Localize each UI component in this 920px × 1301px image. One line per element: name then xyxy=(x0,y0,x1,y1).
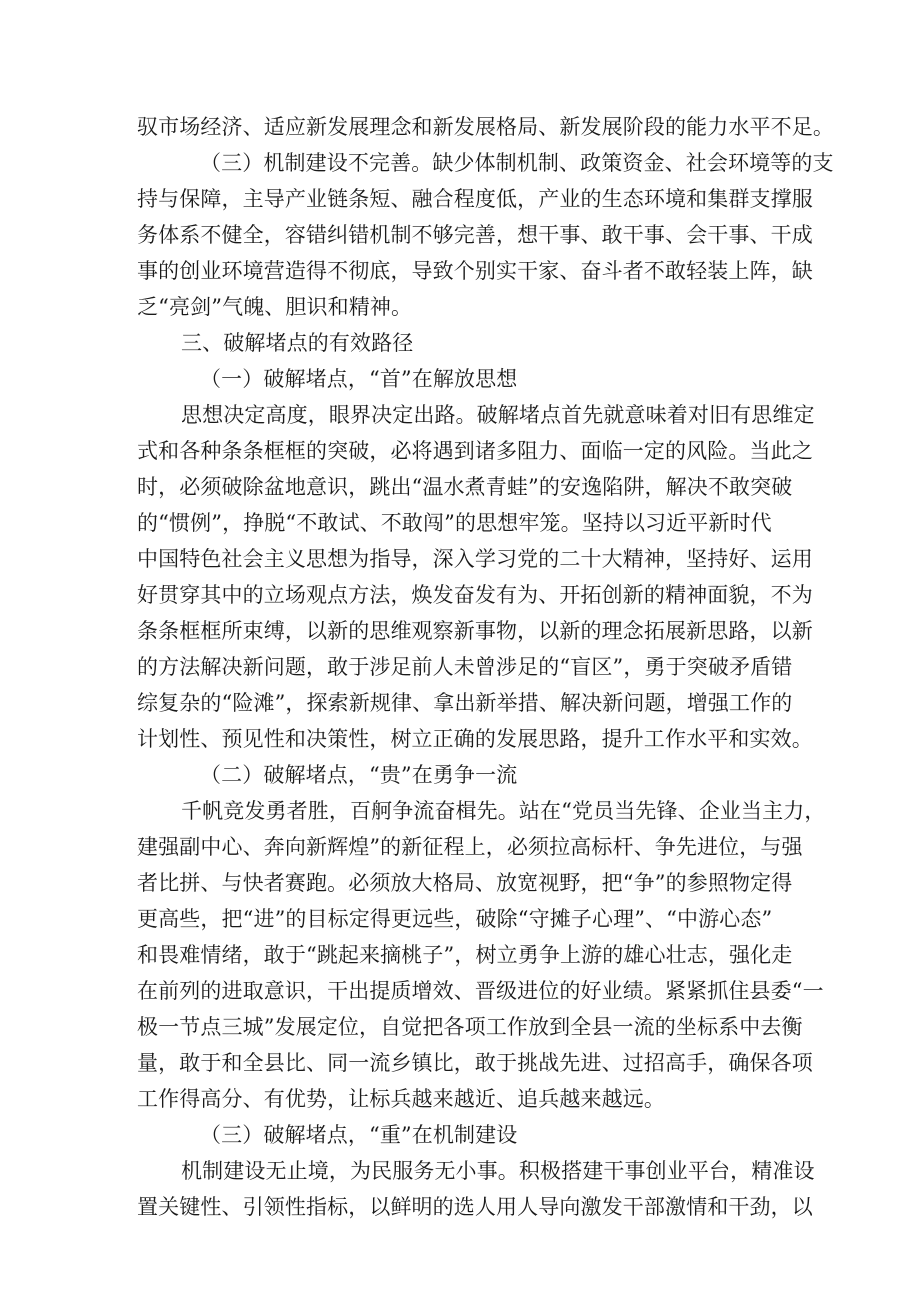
text-line: 量，敢于和全县比、同一流乡镇比，敢于挑战先进、过招高手，确保各项 xyxy=(137,1051,813,1075)
text-line: 中国特色社会主义思想为指导，深入学习党的二十大精神，坚持好、运用 xyxy=(137,547,813,571)
text-line: 思想决定高度，眼界决定出路。破解堵点首先就意味着对旧有思维定 xyxy=(181,403,815,427)
text-line: 事的创业环境营造得不彻底，导致个别实干家、奋斗者不敢轻装上阵，缺 xyxy=(137,259,813,283)
text-line: 建强副中心、奔向新辉煌”的新征程上，必须拉高标杆、争先进位，与强 xyxy=(137,835,803,859)
text-line: 更高些，把“进”的目标定得更远些，破除“守摊子心理”、“中游心态” xyxy=(137,907,773,931)
text-line: 工作得高分、有优势，让标兵越来越近、追兵越来越远。 xyxy=(137,1087,665,1111)
text-line: 和畏难情绪，敢于“跳起来摘桃子”，树立勇争上游的雄心壮志，强化走 xyxy=(137,943,793,967)
text-line: （三）机制建设不完善。缺少体制机制、政策资金、社会环境等的支 xyxy=(200,151,834,175)
section-heading: 三、破解堵点的有效路径 xyxy=(181,331,414,355)
text-line: 者比拼、与快者赛跑。必须放大格局、放宽视野，把“争”的参照物定得 xyxy=(137,871,793,895)
text-line: 在前列的进取意识，干出提质增效、晋级进位的好业绩。紧紧抓住县委“一 xyxy=(137,979,824,1003)
text-line: 综复杂的“险滩”，探索新规律、拿出新举措、解决新问题，增强工作的 xyxy=(137,691,793,715)
subsection-heading: （一）破解堵点，“首”在解放思想 xyxy=(200,367,518,391)
text-line: 置关键性、引领性指标，以鲜明的选人用人导向激发干部激情和干劲，以 xyxy=(137,1195,813,1219)
text-line: 好贯穿其中的立场观点方法，焕发奋发有为、开拓创新的精神面貌，不为 xyxy=(137,583,813,607)
text-line: 式和各种条条框框的突破，必将遇到诸多阻力、面临一定的风险。当此之 xyxy=(137,439,813,463)
text-line: 的“惯例”，挣脱“不敢试、不敢闯”的思想牢笼。坚持以习近平新时代 xyxy=(137,511,772,535)
text-line: 时，必须破除盆地意识，跳出“温水煮青蛙”的安逸陷阱，解决不敢突破 xyxy=(137,475,793,499)
text-line: 务体系不健全，容错纠错机制不够完善，想干事、敢干事、会干事、干成 xyxy=(137,223,813,247)
text-line: 千帆竞发勇者胜，百舸争流奋楫先。站在“党员当先锋、企业当主力， xyxy=(181,799,826,823)
text-line: 乏“亮剑”气魄、胆识和精神。 xyxy=(137,295,413,319)
text-line: 计划性、预见性和决策性，树立正确的发展思路，提升工作水平和实效。 xyxy=(137,727,813,751)
text-line: 极一节点三城”发展定位，自觉把各项工作放到全县一流的坐标系中去衡 xyxy=(137,1015,803,1039)
text-line: 的方法解决新问题，敢于涉足前人未曾涉足的“盲区”，勇于突破矛盾错 xyxy=(137,655,793,679)
subsection-heading: （二）破解堵点，“贵”在勇争一流 xyxy=(200,763,518,787)
text-line: 条条框框所束缚，以新的思维观察新事物，以新的理念拓展新思路，以新 xyxy=(137,619,813,643)
subsection-heading: （三）破解堵点，“重”在机制建设 xyxy=(200,1123,518,1147)
text-line: 驭市场经济、适应新发展理念和新发展格局、新发展阶段的能力水平不足。 xyxy=(137,115,834,139)
text-line: 机制建设无止境，为民服务无小事。积极搭建干事创业平台，精准设 xyxy=(181,1159,815,1183)
text-line: 持与保障，主导产业链条短、融合程度低，产业的生态环境和集群支撑服 xyxy=(137,187,813,211)
